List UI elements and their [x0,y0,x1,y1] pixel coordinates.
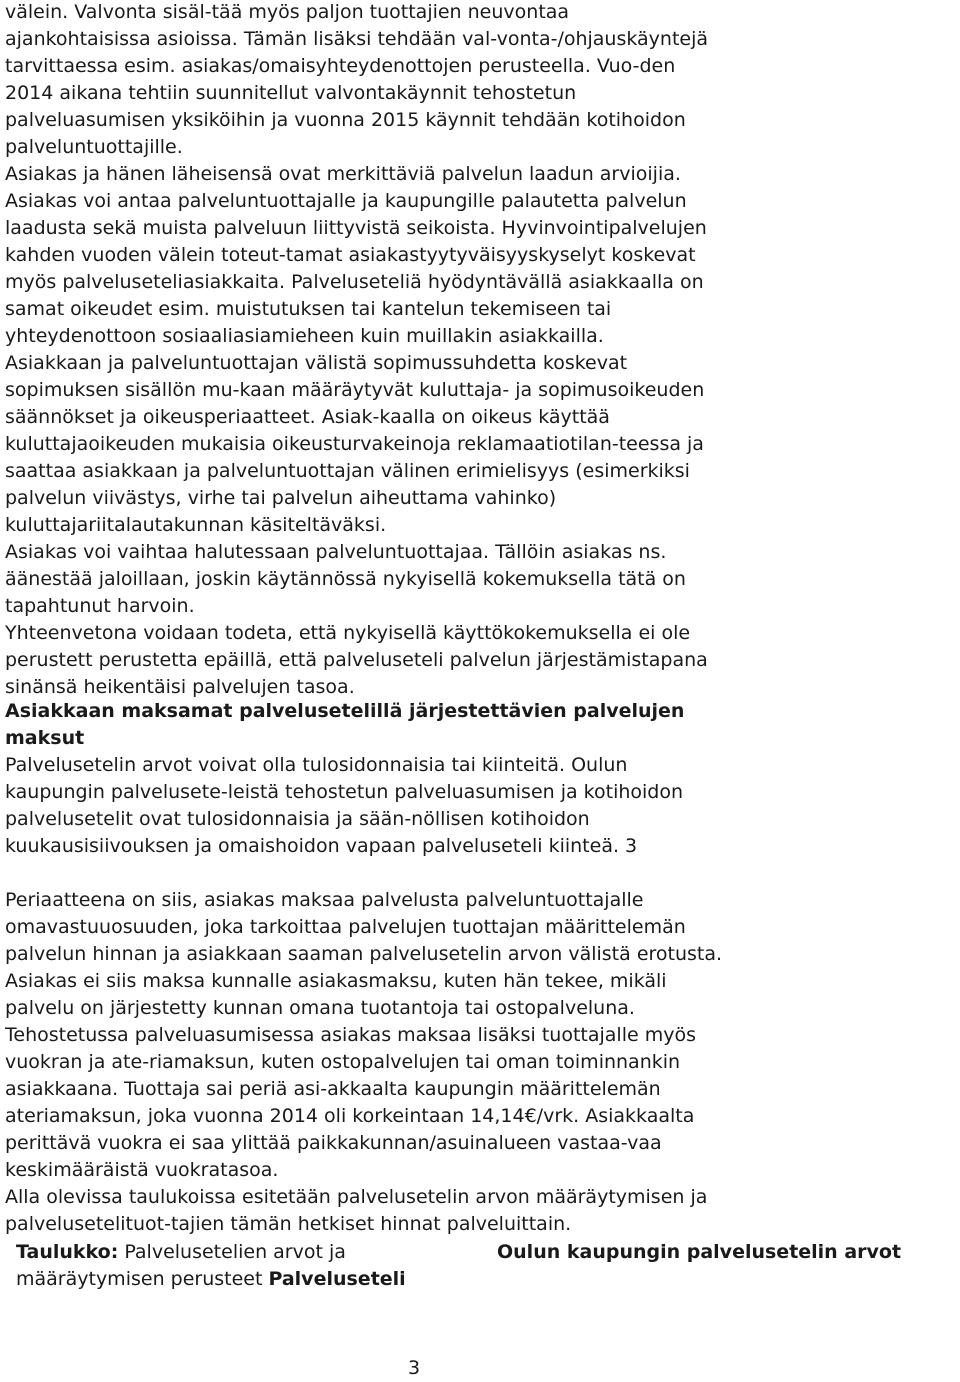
body-text-line: palveluasumisen yksiköihin ja vuonna 2015 käynnit tehdään kotihoidon [5,109,686,131]
body-text-line: Asiakas voi antaa palveluntuottajalle ja kaupungille palautetta palvelun [5,190,687,212]
body-text-3-line: perittävä vuokra ei saa ylittää paikkakunnan/asuinalueen vastaa-vaa [5,1132,662,1154]
body-text-3-line: omavastuuosuuden, joka tarkoittaa palvelujen tuottajan määrittelemän [5,916,686,938]
body-text-line: kuluttajariitalautakunnan käsiteltäväksi. [5,514,387,536]
body-text-3-line: Asiakas ei siis maksa kunnalle asiakasmaksu, kuten hän tekee, mikäli [5,970,667,992]
body-text-line: ajankohtaisissa asioissa. Tämän lisäksi tehdään val-vonta-/ohjauskäyntejä [5,28,709,50]
body-text-line: Asiakkaan ja palveluntuottajan välistä sopimussuhdetta koskevat [5,352,628,374]
body-text-line: myös palveluseteliasiakkaita. Palveluseteliä hyödyntävällä asiakkaalla on [5,271,704,293]
body-text-line: palvelun viivästys, virhe tai palvelun aiheuttama vahinko) [5,487,557,509]
body-text-3-line: Alla olevissa taulukoissa esitetään palvelusetelin arvon määräytymisen ja [5,1186,708,1208]
body-text-line: sinänsä heikentäisi palvelujen tasoa. [5,676,355,698]
body-text-line: Asiakas ja hänen läheisensä ovat merkittäviä palvelun laadun arvioijia. [5,163,681,185]
body-text-line: säännökset ja oikeusperiaatteet. Asiak-kaalla on oikeus käyttää [5,406,610,428]
table-caption-line-1 [16,1239,346,1266]
body-text-3-line: palvelun hinnan ja asiakkaan saaman palvelusetelin arvon välistä erotusta. [5,943,723,965]
table-column-heading-palveluseteli: Palveluseteli [268,1268,406,1290]
page-number: 3 [408,1357,421,1379]
body-text-2-line: Palvelusetelin arvot voivat olla tulosidonnaisia tai kiinteitä. Oulun [5,754,628,776]
body-text-line: laadusta sekä muista palveluun liittyvistä seikoista. Hyvinvointipalvelujen [5,217,707,239]
section-heading-line-1: Asiakkaan maksamat palvelusetelillä järjestettävien palvelujen [5,700,685,722]
body-text-2-line: kuukausisiivouksen ja omaishoidon vapaan palveluseteli kiinteä. 3 [5,835,638,857]
body-text-3-line: vuokran ja ate-riamaksun, kuten ostopalvelujen tai oman toiminnankin [5,1051,681,1073]
body-text-3-line: keskimääräistä vuokratasoa. [5,1159,279,1181]
body-text-3-line: Periaatteena on siis, asiakas maksaa palvelusta palveluntuottajalle [5,889,644,911]
body-text-3-line: ateriamaksun, joka vuonna 2014 oli korkeintaan 14,14€/vrk. Asiakkaalta [5,1105,695,1127]
body-text-2-line: kaupungin palvelusete-leistä tehostetun palveluasumisen ja kotihoidon [5,781,684,803]
body-text-3-line: asiakkaana. Tuottaja sai periä asi-akkaalta kaupungin määrittelemän [5,1078,661,1100]
body-text-line: 2014 aikana tehtiin suunnitellut valvontakäynnit tehostetun [5,82,577,104]
body-text-2-line: palvelusetelit ovat tulosidonnaisia ja sään-nöllisen kotihoidon [5,808,590,830]
body-text-line: kuluttajaoikeuden mukaisia oikeusturvakeinoja reklamaatiotilan-teessa ja [5,433,704,455]
body-text-line: äänestää jaloillaan, joskin käytännössä nykyisellä kokemuksella tätä on [5,568,686,590]
body-text-line: samat oikeudet esim. muistutuksen tai kantelun tekemiseen tai [5,298,612,320]
body-text-line: tarvittaessa esim. asiakas/omaisyhteydenottojen perusteella. Vuo-den [5,55,676,77]
body-text-line: Asiakas voi vaihtaa halutessaan palveluntuottajaa. Tällöin asiakas ns. [5,541,667,563]
table-caption-text-2: määräytymisen perusteet [16,1268,263,1290]
body-text-line: sopimuksen sisällön mu-kaan määräytyvät kuluttaja- ja sopimusoikeuden [5,379,705,401]
body-text-3-line: Tehostetussa palveluasumisessa asiakas maksaa lisäksi tuottajalle myös [5,1024,696,1046]
body-text-line: Yhteenvetona voidaan todeta, että nykyisellä käyttökokemuksella ei ole [5,622,691,644]
table-column-heading-arvot: Oulun kaupungin palvelusetelin arvot [497,1241,902,1263]
body-text-line: palveluntuottajille. [5,136,183,158]
table-caption-line-2 [16,1266,406,1293]
body-text-line: tapahtunut harvoin. [5,595,195,617]
body-text-line: perustett perustetta epäillä, että palveluseteli palvelun järjestämistapana [5,649,708,671]
body-text-3-line: palvelusetelituot-tajien tämän hetkiset hinnat palveluittain. [5,1213,572,1235]
body-text-line: saattaa asiakkaan ja palveluntuottajan välinen erimielisyys (esimerkiksi [5,460,690,482]
section-heading-line-2: maksut [5,727,85,749]
table-caption-label: Taulukko: [16,1241,119,1263]
body-text-line: kahden vuoden välein toteut-tamat asiakastyytyväisyyskyselyt koskevat [5,244,696,266]
table-caption-text: Palvelusetelien arvot ja [124,1241,346,1263]
body-text-line: yhteydenottoon sosiaaliasiamieheen kuin muillakin asiakkailla. [5,325,604,347]
body-text-3-line: palvelu on järjestetty kunnan omana tuotantoja tai ostopalveluna. [5,997,635,1019]
body-text-line: välein. Valvonta sisäl-tää myös paljon tuottajien neuvontaa [5,1,570,23]
